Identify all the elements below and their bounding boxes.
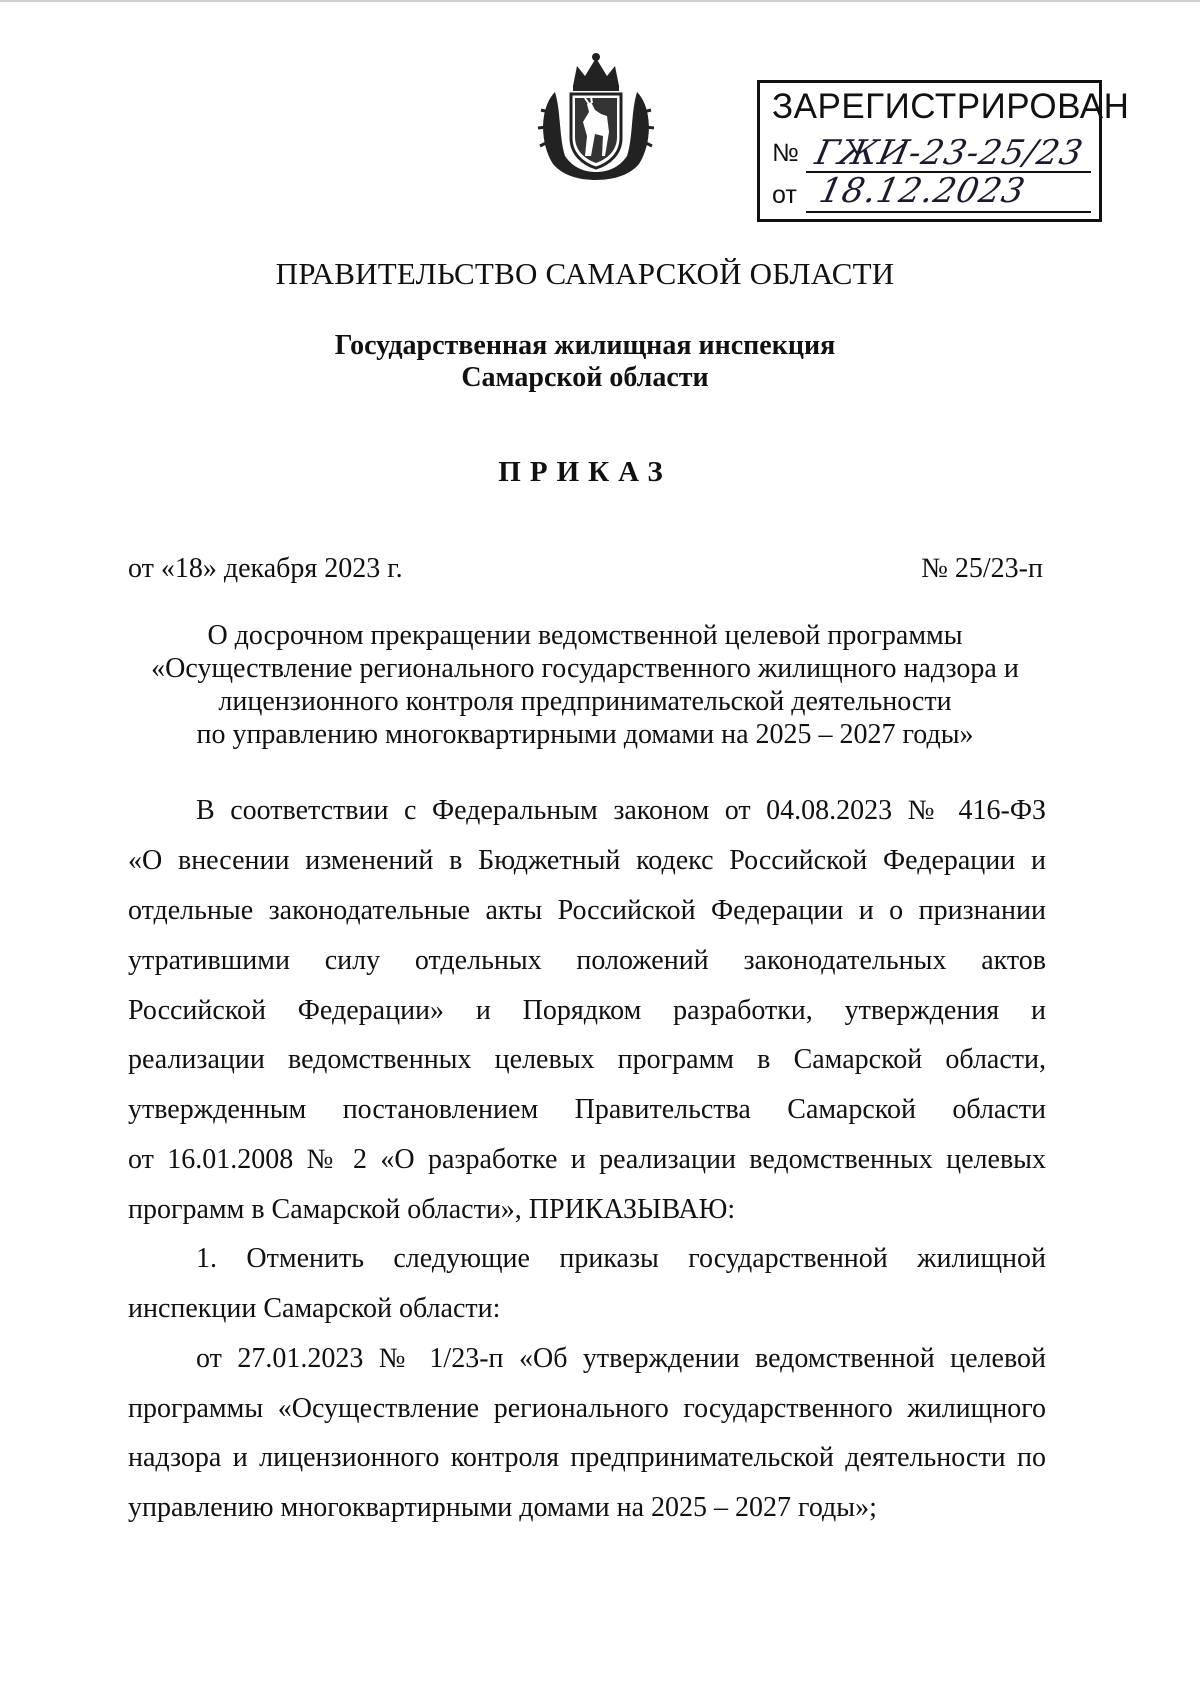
- subject-line: по управлению многоквартирными домами на 2025 – 2027 годы»: [196, 719, 974, 750]
- body-line: реализации ведомственных целевых программ в Самарской области,: [128, 1044, 1046, 1075]
- body-line: отдельные законодательные акты Российской Федерации и о признании: [128, 895, 1046, 926]
- body-line: утратившими силу отдельных положений законодательных актов: [128, 945, 1046, 976]
- body-line: управлению многоквартирными домами на 2025 – 2027 годы»;: [128, 1492, 877, 1523]
- body-line: от 16.01.2008 № 2 «О разработке и реализации ведомственных целевых: [128, 1144, 1046, 1175]
- agency-name-line-1: Государственная жилищная инспекция: [334, 330, 836, 361]
- stamp-number-handwritten: ГЖИ-23-25/23: [811, 133, 1087, 173]
- samara-coat-of-arms-icon: [535, 52, 657, 182]
- stamp-date-label: от: [772, 181, 797, 209]
- order-date: от «18» декабря 2023 г.: [128, 553, 403, 584]
- document-type-title: ПРИКАЗ: [498, 456, 672, 488]
- scan-top-edge: [0, 0, 1200, 2]
- subject-line: лицензионного контроля предпринимательской деятельности: [218, 686, 952, 717]
- body-line: программы «Осуществление регионального государственного жилищного: [128, 1393, 1046, 1424]
- subject-line: О досрочном прекращении ведомственной целевой программы: [207, 620, 963, 651]
- body-line: программ в Самарской области», ПРИКАЗЫВАЮ:: [128, 1194, 736, 1225]
- agency-name-line-2: Самарской области: [461, 362, 709, 393]
- body-line: 1. Отменить следующие приказы государственной жилищной: [196, 1243, 1046, 1274]
- stamp-number-label: №: [772, 139, 799, 167]
- order-number: № 25/23-п: [921, 553, 1043, 584]
- body-line: утвержденным постановлением Правительства Самарской области: [128, 1094, 1046, 1125]
- stamp-title: ЗАРЕГИСТРИРОВАН: [772, 87, 1130, 126]
- body-line: надзора и лицензионного контроля предпринимательской деятельности по: [128, 1442, 1046, 1473]
- stamp-date-line: [806, 211, 1091, 213]
- body-line: В соответствии с Федеральным законом от 04.08.2023 № 416-ФЗ: [196, 795, 1046, 826]
- body-line: от 27.01.2023 № 1/23-п «Об утверждении ведомственной целевой: [196, 1343, 1046, 1374]
- government-name: ПРАВИТЕЛЬСТВО САМАРСКОЙ ОБЛАСТИ: [275, 256, 895, 291]
- body-line: Российской Федерации» и Порядком разработки, утверждения и: [128, 995, 1046, 1026]
- stamp-date-handwritten: 18.12.2023: [815, 171, 1029, 211]
- subject-line: «Осуществление регионального государственного жилищного надзора и: [151, 653, 1019, 684]
- body-line: инспекции Самарской области:: [128, 1293, 501, 1324]
- body-line: «О внесении изменений в Бюджетный кодекс Российской Федерации и: [128, 845, 1046, 876]
- registration-stamp: [757, 80, 1130, 222]
